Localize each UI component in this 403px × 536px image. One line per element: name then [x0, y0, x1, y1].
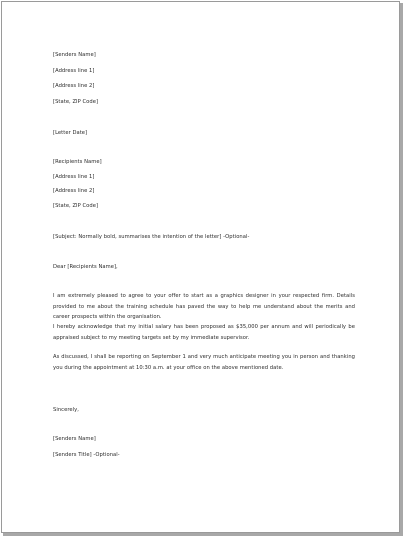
closing: Sincerely,	[53, 407, 79, 413]
letter-date: [Letter Date]	[53, 130, 88, 136]
body-paragraph-2: I hereby acknowledge that my initial salary has been proposed as $35,000 per annum and will periodically be appraised subject to my meeting targets set by my immediate supervisor.	[53, 324, 355, 341]
recipient-state-zip: [State, ZIP Code]	[53, 203, 99, 209]
sender-address-line-2: [Address line 2]	[53, 83, 95, 89]
body-paragraph-1: I am extremely pleased to agree to your offer to start as a graphics designer in your respected firm. Details provided to me about the training schedule has paved the way to help me understand about the merits and career prospects within the organisation.	[53, 293, 355, 320]
sender-state-zip: [State, ZIP Code]	[53, 99, 99, 105]
body-paragraph-3: As discussed, I shall be reporting on September 1 and very much anticipate meeting you in person and thanking you during the appointment at 10:30 a.m. at your office on the above mentioned date.	[53, 354, 355, 371]
sender-name: [Senders Name]	[53, 52, 96, 58]
signature-name: [Senders Name]	[53, 436, 96, 442]
signature-title: [Senders Title] -Optional-	[53, 452, 120, 458]
recipient-name: [Recipients Name]	[53, 159, 102, 165]
salutation: Dear [Recipients Name],	[53, 264, 118, 270]
recipient-address-line-2: [Address line 2]	[53, 188, 95, 194]
letter-page	[1, 1, 400, 533]
recipient-address-line-1: [Address line 1]	[53, 174, 95, 180]
sender-address-line-1: [Address line 1]	[53, 68, 95, 74]
subject-line: [Subject: Normally bold, summarises the intention of the letter] -Optional-	[53, 234, 250, 240]
